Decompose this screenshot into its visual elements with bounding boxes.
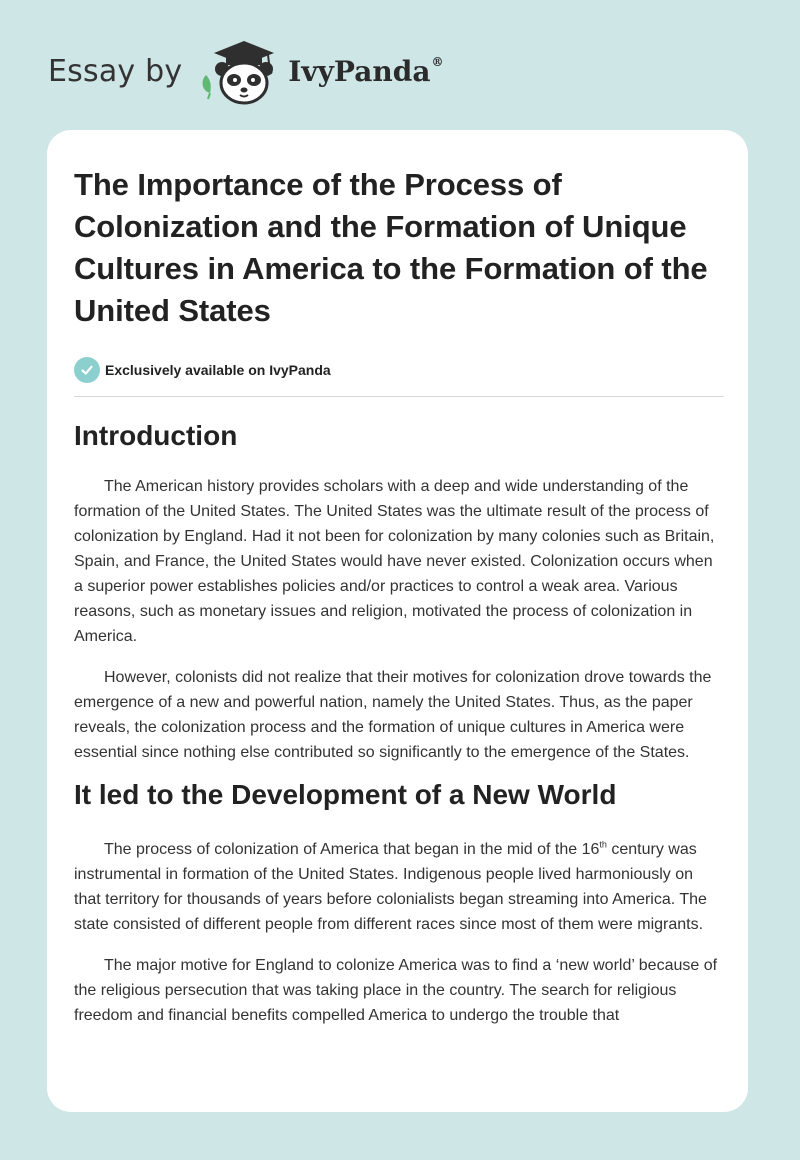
brand-name: IvyPanda <box>288 54 431 88</box>
paragraph-text: The process of colonization of America that began in the mid of the 16 <box>104 841 600 858</box>
essay-card <box>47 130 748 1112</box>
title-divider <box>74 396 724 397</box>
section-heading-new-world: It led to the Development of a New World <box>74 779 617 810</box>
registered-mark: ® <box>431 55 444 70</box>
panda-graduate-icon[interactable] <box>190 35 282 107</box>
checkmark-icon <box>74 357 100 383</box>
section-heading-introduction: Introduction <box>74 420 238 451</box>
ivypanda-brand[interactable] <box>288 55 443 88</box>
exclusive-badge-label: Exclusively available on IvyPanda <box>105 362 331 378</box>
essay-content <box>74 164 724 1028</box>
intro-paragraph-1: The American history provides scholars with a deep and wide understanding of the formation of the United States. The United States was the ultimate result of the process of colonization by England. Had it not been for colonization by many colonies such as Britain, Spain, and France, the United States would have never existed. Colonization occurs when a superior power establishes policies and/or practices to control a weak area. Various reasons, such as monetary issues and religion, motivated the process of colonization in America. <box>74 478 715 645</box>
site-header <box>48 36 443 106</box>
paragraph-text: century was instrumental in formation of the United States. Indigenous people lived harmoniously on that territory for thousands of years before colonialists began streaming into America. The state consisted of different people from different races since most of them were migrants. <box>74 841 707 933</box>
exclusive-badge <box>74 356 724 384</box>
essay-by-label: Essay by <box>48 53 183 89</box>
new-world-paragraph-2: The major motive for England to colonize America was to find a ‘new world’ because of the religious persecution that was taking place in the country. The search for religious freedom and financial benefits compelled America to undergo the trouble that <box>74 957 718 1024</box>
ordinal-suffix: th <box>599 839 607 850</box>
new-world-paragraph-1 <box>74 837 724 937</box>
intro-paragraph-2: However, colonists did not realize that their motives for colonization drove towards the emergence of a new and powerful nation, namely the United States. Thus, as the paper reveals, the colonization process and the formation of unique cultures in America were essential since nothing else contributed so significantly to the emergence of the States. <box>74 669 712 761</box>
essay-title: The Importance of the Process of Colonization and the Formation of Unique Cultures in America to the Formation of the United States <box>74 167 708 328</box>
